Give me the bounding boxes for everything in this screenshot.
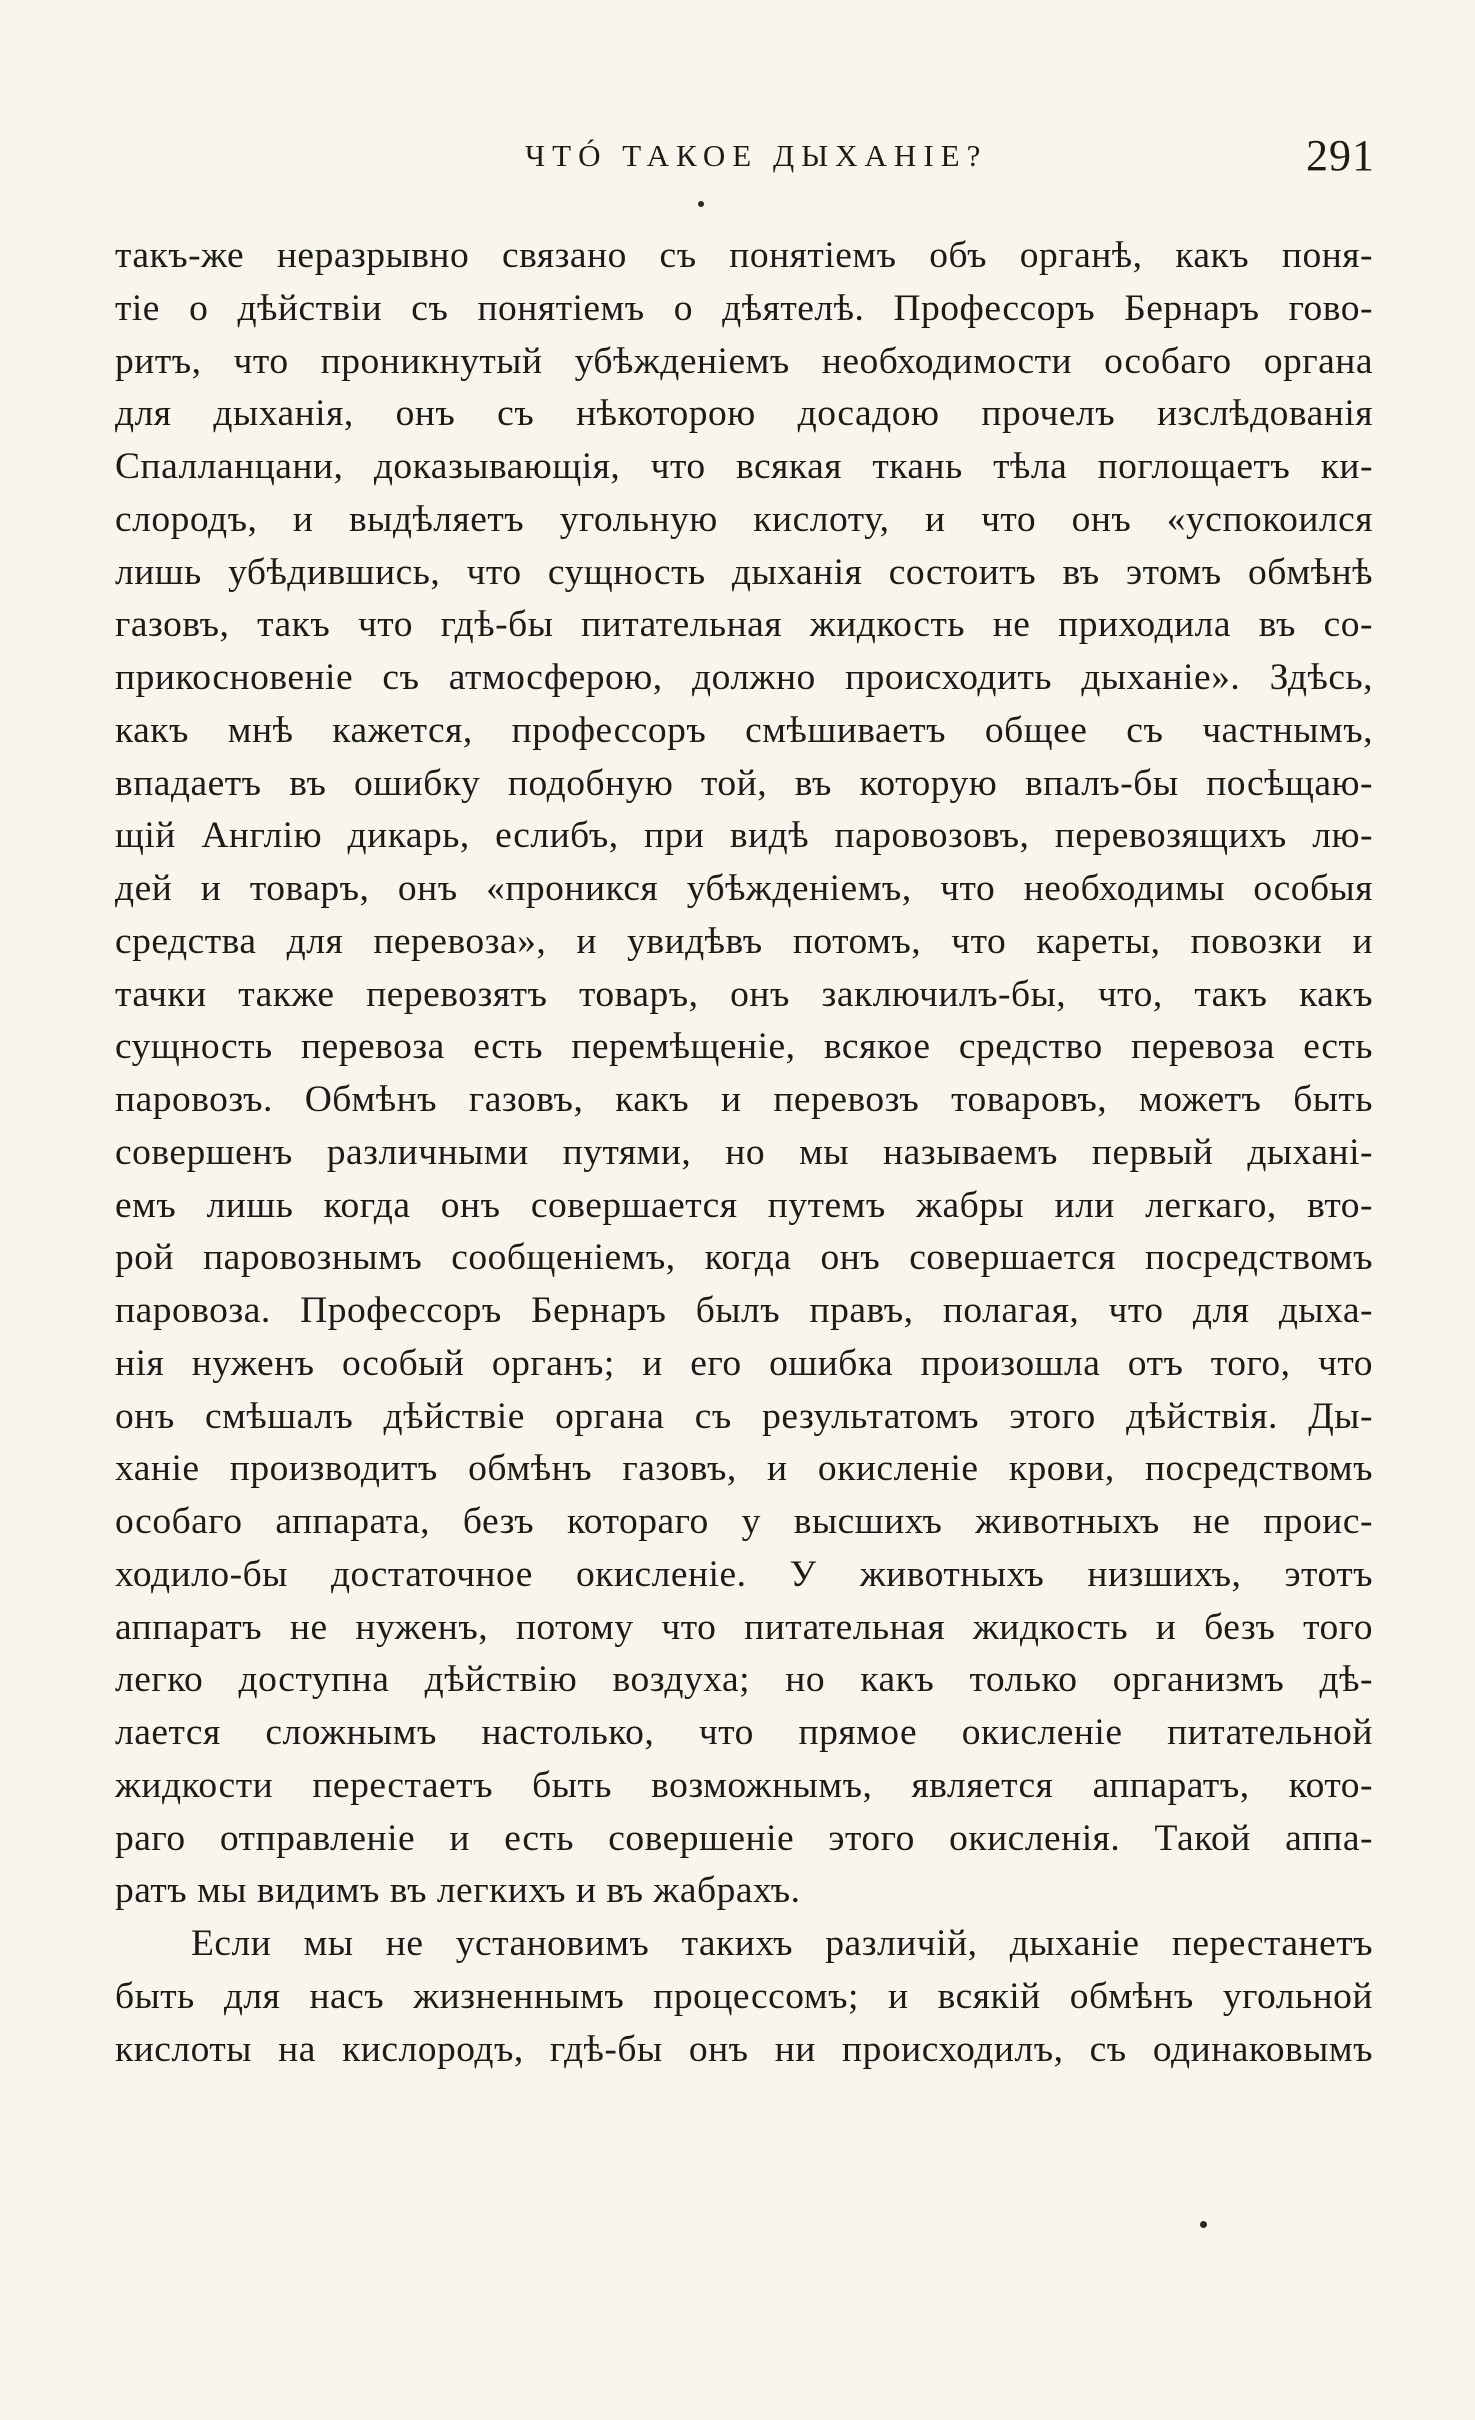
print-speck-top: [698, 201, 704, 207]
text-line: раго отправленіе и есть совершеніе этого окисленія. Такой аппа-: [115, 1817, 1373, 1859]
text-line: такъ-же неразрывно связано съ понятіемъ объ органѣ, какъ поня-: [115, 235, 1373, 276]
text-line: для дыханія, онъ съ нѣкоторою досадою прочелъ изслѣдованія: [115, 393, 1373, 435]
text-line: слородъ, и выдѣляетъ угольную кислоту, и что онъ «успокоился: [115, 498, 1373, 540]
text-line: ханіе производитъ обмѣнъ газовъ, и окисленіе крови, посредствомъ: [115, 1448, 1373, 1490]
page-number: 291: [1306, 131, 1375, 180]
text-line: лается сложнымъ настолько, что прямое окисленіе питательной: [115, 1712, 1373, 1753]
text-line: ратъ мы видимъ въ легкихъ и въ жабрахъ.: [115, 1870, 801, 1912]
text-line: Спалланцани, доказывающія, что всякая ткань тѣла поглощаетъ ки-: [115, 446, 1373, 487]
text-line: тачки также перевозятъ товаръ, онъ заключилъ-бы, что, такъ какъ: [115, 973, 1373, 1015]
text-line: ходило-бы достаточное окисленіе. У животныхъ низшихъ, этотъ: [115, 1553, 1373, 1595]
print-speck-bottom: [1200, 2221, 1207, 2228]
text-line: быть для насъ жизненнымъ процессомъ; и всякій обмѣнъ угольной: [115, 1975, 1373, 2017]
text-line: паровоза. Профессоръ Бернаръ былъ правъ, полагая, что для дыха-: [115, 1290, 1373, 1331]
text-line: прикосновеніе съ атмосферою, должно происходить дыханіе». Здѣсь,: [115, 657, 1373, 698]
text-line: особаго аппарата, безъ котораго у высшихъ животныхъ не проис-: [115, 1501, 1373, 1542]
text-line: впадаетъ въ ошибку подобную той, въ которую впалъ-бы посѣщаю-: [115, 762, 1373, 804]
text-line: дей и товаръ, онъ «проникся убѣжденіемъ, что необходимы особыя: [115, 868, 1373, 909]
text-line: какъ мнѣ кажется, профессоръ смѣшиваетъ общее съ частнымъ,: [115, 709, 1373, 751]
text-line: рой паровознымъ сообщеніемъ, когда онъ совершается посредствомъ: [115, 1237, 1373, 1279]
text-line: емъ лишь когда онъ совершается путемъ жабры или легкаго, вто-: [115, 1184, 1373, 1226]
text-line: лишь убѣдившись, что сущность дыханія состоитъ въ этомъ обмѣнѣ: [115, 551, 1373, 593]
paragraph-1: [115, 230, 1373, 1918]
text-line: сущность перевоза есть перемѣщеніе, всякое средство перевоза есть: [115, 1026, 1373, 1068]
text-line: нія нуженъ особый органъ; и его ошибка произошла отъ того, что: [115, 1342, 1373, 1384]
text-line: онъ смѣшалъ дѣйствіе органа съ результатомъ этого дѣйствія. Ды-: [115, 1395, 1373, 1437]
text-line: аппаратъ не нуженъ, потому что питательная жидкость и безъ того: [115, 1606, 1373, 1648]
text-line: Если мы не установимъ такихъ различій, дыханіе перестанетъ: [191, 1923, 1373, 1964]
text-line: ритъ, что проникнутый убѣжденіемъ необходимости особаго органа: [115, 340, 1373, 382]
text-line: средства для перевоза», и увидѣвъ потомъ, что кареты, повозки и: [115, 920, 1373, 962]
text-line: газовъ, такъ что гдѣ-бы питательная жидкость не приходила въ со-: [115, 604, 1373, 646]
text-line: совершенъ различными путями, но мы называемъ первый дыханi-: [115, 1131, 1373, 1173]
text-line: кислоты на кислородъ, гдѣ-бы онъ ни происходилъ, съ одинаковымъ: [115, 2028, 1373, 2070]
running-title: ЧТÓ ТАКОЕ ДЫХАНІЕ?: [525, 138, 988, 173]
page-header: [115, 130, 1375, 190]
text-line: щій Англію дикарь, еслибъ, при видѣ паровозовъ, перевозящихъ лю-: [115, 815, 1373, 857]
paragraph-2: [115, 1918, 1373, 2076]
text-line: легко доступна дѣйствію воздуха; но какъ только организмъ дѣ-: [115, 1659, 1373, 1701]
text-line: жидкости перестаетъ быть возможнымъ, является аппаратъ, кото-: [115, 1764, 1373, 1806]
text-line: паровозъ. Обмѣнъ газовъ, какъ и перевозъ товаровъ, можетъ быть: [115, 1079, 1373, 1120]
body-text: [115, 230, 1373, 2076]
text-line: тіе о дѣйствіи съ понятіемъ о дѣятелѣ. Профессоръ Бернаръ гово-: [115, 287, 1373, 329]
